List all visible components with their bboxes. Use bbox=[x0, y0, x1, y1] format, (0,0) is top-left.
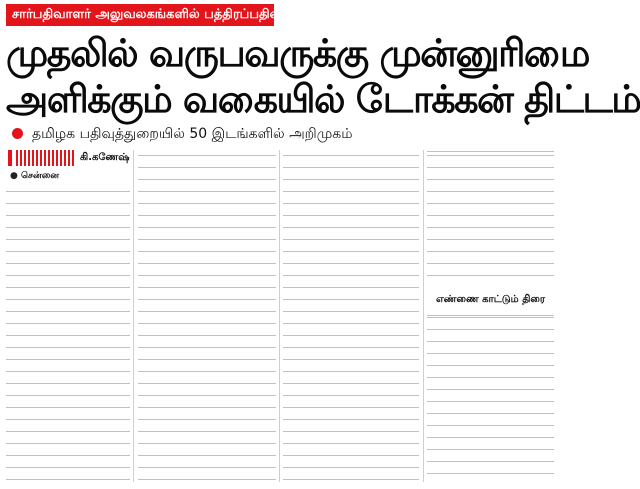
dateline: ● சென்னை bbox=[10, 171, 59, 181]
kicker-banner: சார்பதிவாளர் அலுவலகங்களில் பத்திரப்பதிவில் bbox=[6, 4, 274, 26]
headline-line-2: அளிக்கும் வகையில் டோக்கன் திட்டம் bbox=[6, 77, 640, 121]
byline-name: கி.கணேஷ் bbox=[80, 152, 130, 163]
article-column-4-top bbox=[427, 150, 554, 286]
section-heading: எண்ணை காட்டும் திரை bbox=[435, 294, 546, 305]
article-column-2 bbox=[138, 150, 276, 482]
byline-pattern bbox=[16, 150, 76, 166]
article-column-3 bbox=[283, 150, 419, 482]
column-divider bbox=[133, 150, 134, 482]
bullet-icon bbox=[12, 128, 23, 139]
headline-line-1: முதலில் வருபவருக்கு முன்னுரிமை bbox=[6, 31, 589, 75]
byline-accent-bar bbox=[8, 150, 12, 166]
column-divider bbox=[279, 150, 280, 482]
column-divider bbox=[423, 150, 424, 482]
article-column-1 bbox=[6, 186, 130, 482]
article-column-4-bottom bbox=[427, 312, 554, 482]
subheadline bbox=[10, 124, 550, 144]
subheadline-text: தமிழக பதிவுத்துறையில் 50 இடங்களில் அறிமுகம் bbox=[32, 126, 353, 142]
